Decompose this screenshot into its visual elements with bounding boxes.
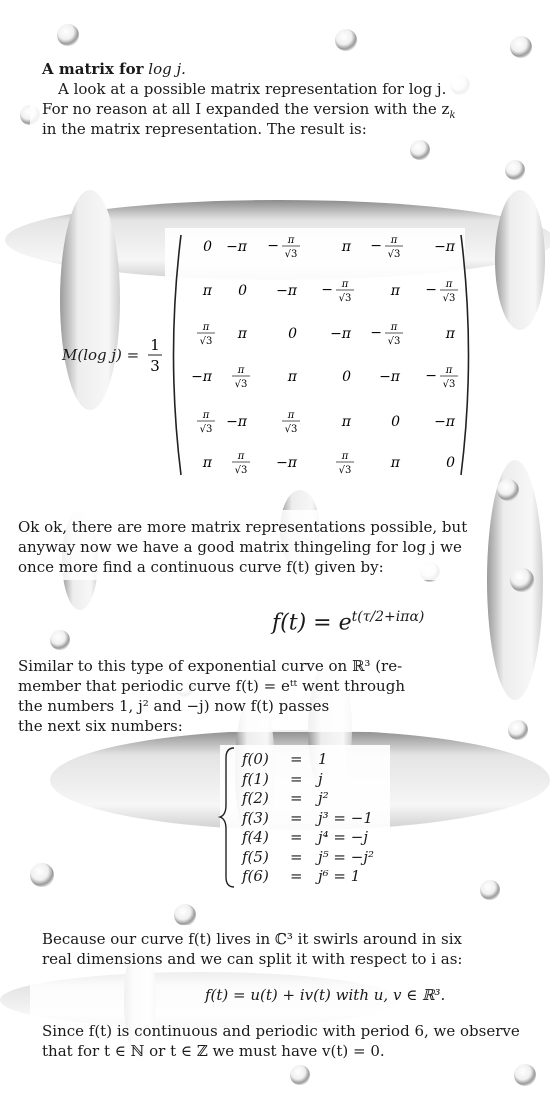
svg-text:√3: √3: [234, 465, 248, 476]
svg-text:π: π: [390, 283, 400, 299]
system-rhs: j³ = −1: [318, 808, 373, 827]
system-equals: =: [290, 867, 303, 885]
system-equals: =: [290, 769, 303, 788]
svg-text:0: 0: [446, 455, 455, 471]
svg-text:√3: √3: [387, 336, 401, 347]
system-lhs: f(4): [242, 828, 269, 846]
para3-line: the numbers 1, j² and −j) now f(t) passes: [18, 697, 330, 715]
equation-curve-lhs: f(t) = e: [272, 610, 352, 636]
para4-line: Because our curve f(t) lives in ℂ³ it swirls around in six: [42, 930, 463, 948]
svg-text:π: π: [341, 414, 351, 430]
intro-line: in the matrix representation. The result is:: [42, 120, 367, 138]
para5-line: Since f(t) is continuous and periodic with period 6, we observe: [42, 1022, 520, 1040]
system-equals: =: [290, 750, 303, 768]
svg-text:π: π: [341, 239, 351, 255]
system-equals: =: [290, 808, 303, 827]
system-lhs: f(6): [242, 867, 269, 885]
svg-text:−: −: [321, 282, 333, 298]
para2-line: anyway now we have a good matrix thingeling for log j we: [18, 538, 462, 556]
intro-line: A look at a possible matrix representation for log j.: [58, 80, 447, 98]
svg-text:π: π: [202, 322, 210, 333]
svg-text:−π: −π: [226, 239, 247, 255]
heading-math: log j.: [148, 60, 186, 78]
svg-text:0: 0: [203, 239, 212, 255]
svg-text:π: π: [341, 279, 349, 290]
svg-text:√3: √3: [199, 424, 213, 435]
svg-text:−π: −π: [191, 369, 212, 385]
system-equals: =: [290, 828, 303, 846]
system-lhs: f(3): [242, 808, 269, 827]
heading-label: A matrix for: [42, 60, 144, 78]
svg-text:√3: √3: [338, 293, 352, 304]
svg-text:0: 0: [342, 369, 351, 385]
system-equals: =: [290, 789, 303, 807]
svg-text:π: π: [237, 326, 247, 342]
svg-text:√3: √3: [442, 293, 456, 304]
svg-text:−π: −π: [276, 283, 297, 299]
svg-text:π: π: [390, 455, 400, 471]
svg-text:π: π: [287, 369, 297, 385]
system-rhs: j⁵ = −j²: [318, 847, 375, 866]
svg-text:−: −: [370, 238, 382, 254]
svg-text:π: π: [287, 235, 295, 246]
para2-line: Ok ok, there are more matrix representations possible, but: [18, 518, 468, 536]
system-equals: =: [290, 847, 303, 866]
svg-text:−: −: [425, 282, 437, 298]
para3-line: member that periodic curve f(t) = eᵗᵗ went through: [18, 677, 405, 695]
svg-text:√3: √3: [199, 336, 213, 347]
equation-curve-exponent: t(τ/2+iπα): [351, 609, 425, 625]
svg-text:π: π: [202, 455, 212, 471]
svg-text:π: π: [445, 326, 455, 342]
system-lhs: f(0): [242, 750, 269, 768]
svg-text:√3: √3: [387, 249, 401, 260]
svg-text:√3: √3: [284, 424, 298, 435]
svg-text:π: π: [237, 451, 245, 462]
svg-text:0: 0: [391, 414, 400, 430]
intro-subscript: k: [449, 110, 456, 121]
svg-text:π: π: [202, 283, 212, 299]
svg-text:√3: √3: [442, 379, 456, 390]
para3-line: the next six numbers:: [18, 717, 183, 735]
fraction-denominator: 3: [150, 357, 160, 375]
svg-text:−π: −π: [226, 414, 247, 430]
matrix-lhs: M(log j) =: [62, 346, 140, 364]
system-lhs: f(1): [242, 769, 269, 788]
system-rhs: j⁶ = 1: [318, 867, 361, 885]
para2-line: once more find a continuous curve f(t) given by:: [18, 558, 384, 576]
svg-text:−π: −π: [379, 369, 400, 385]
svg-text:π: π: [445, 279, 453, 290]
svg-text:−π: −π: [434, 239, 455, 255]
para4-line: real dimensions and we can split it with respect to i as:: [42, 950, 463, 968]
svg-text:−π: −π: [330, 326, 351, 342]
svg-text:−: −: [370, 325, 382, 341]
equation-split: f(t) = u(t) + iv(t) with u, v ∈ ℝ³.: [205, 986, 446, 1004]
svg-text:0: 0: [238, 283, 247, 299]
svg-text:−π: −π: [276, 455, 297, 471]
intro-line-text: For no reason at all I expanded the version with the z: [42, 100, 450, 118]
system-rhs: j⁴ = −j: [318, 828, 368, 846]
svg-text:−π: −π: [434, 414, 455, 430]
svg-text:√3: √3: [234, 379, 248, 390]
svg-text:√3: √3: [338, 465, 352, 476]
fraction-numerator: 1: [150, 336, 160, 354]
system-rhs: j²: [318, 789, 329, 807]
system-lhs: f(5): [242, 847, 269, 866]
system-lhs: f(2): [242, 789, 269, 807]
para3-line: Similar to this type of exponential curve on ℝ³ (re-: [18, 657, 403, 675]
svg-text:π: π: [341, 451, 349, 462]
svg-text:π: π: [202, 410, 210, 421]
system-rhs: 1: [318, 750, 328, 768]
svg-text:π: π: [390, 322, 398, 333]
svg-text:−: −: [425, 368, 437, 384]
svg-text:0: 0: [288, 326, 297, 342]
para5-line: that for t ∈ ℕ or t ∈ ℤ we must have v(t) = 0.: [42, 1042, 385, 1060]
svg-text:π: π: [445, 365, 453, 376]
svg-text:π: π: [390, 235, 398, 246]
svg-text:π: π: [287, 410, 295, 421]
svg-text:π: π: [237, 365, 245, 376]
svg-text:√3: √3: [284, 249, 298, 260]
system-rhs: j: [318, 769, 323, 788]
svg-text:−: −: [267, 238, 279, 254]
